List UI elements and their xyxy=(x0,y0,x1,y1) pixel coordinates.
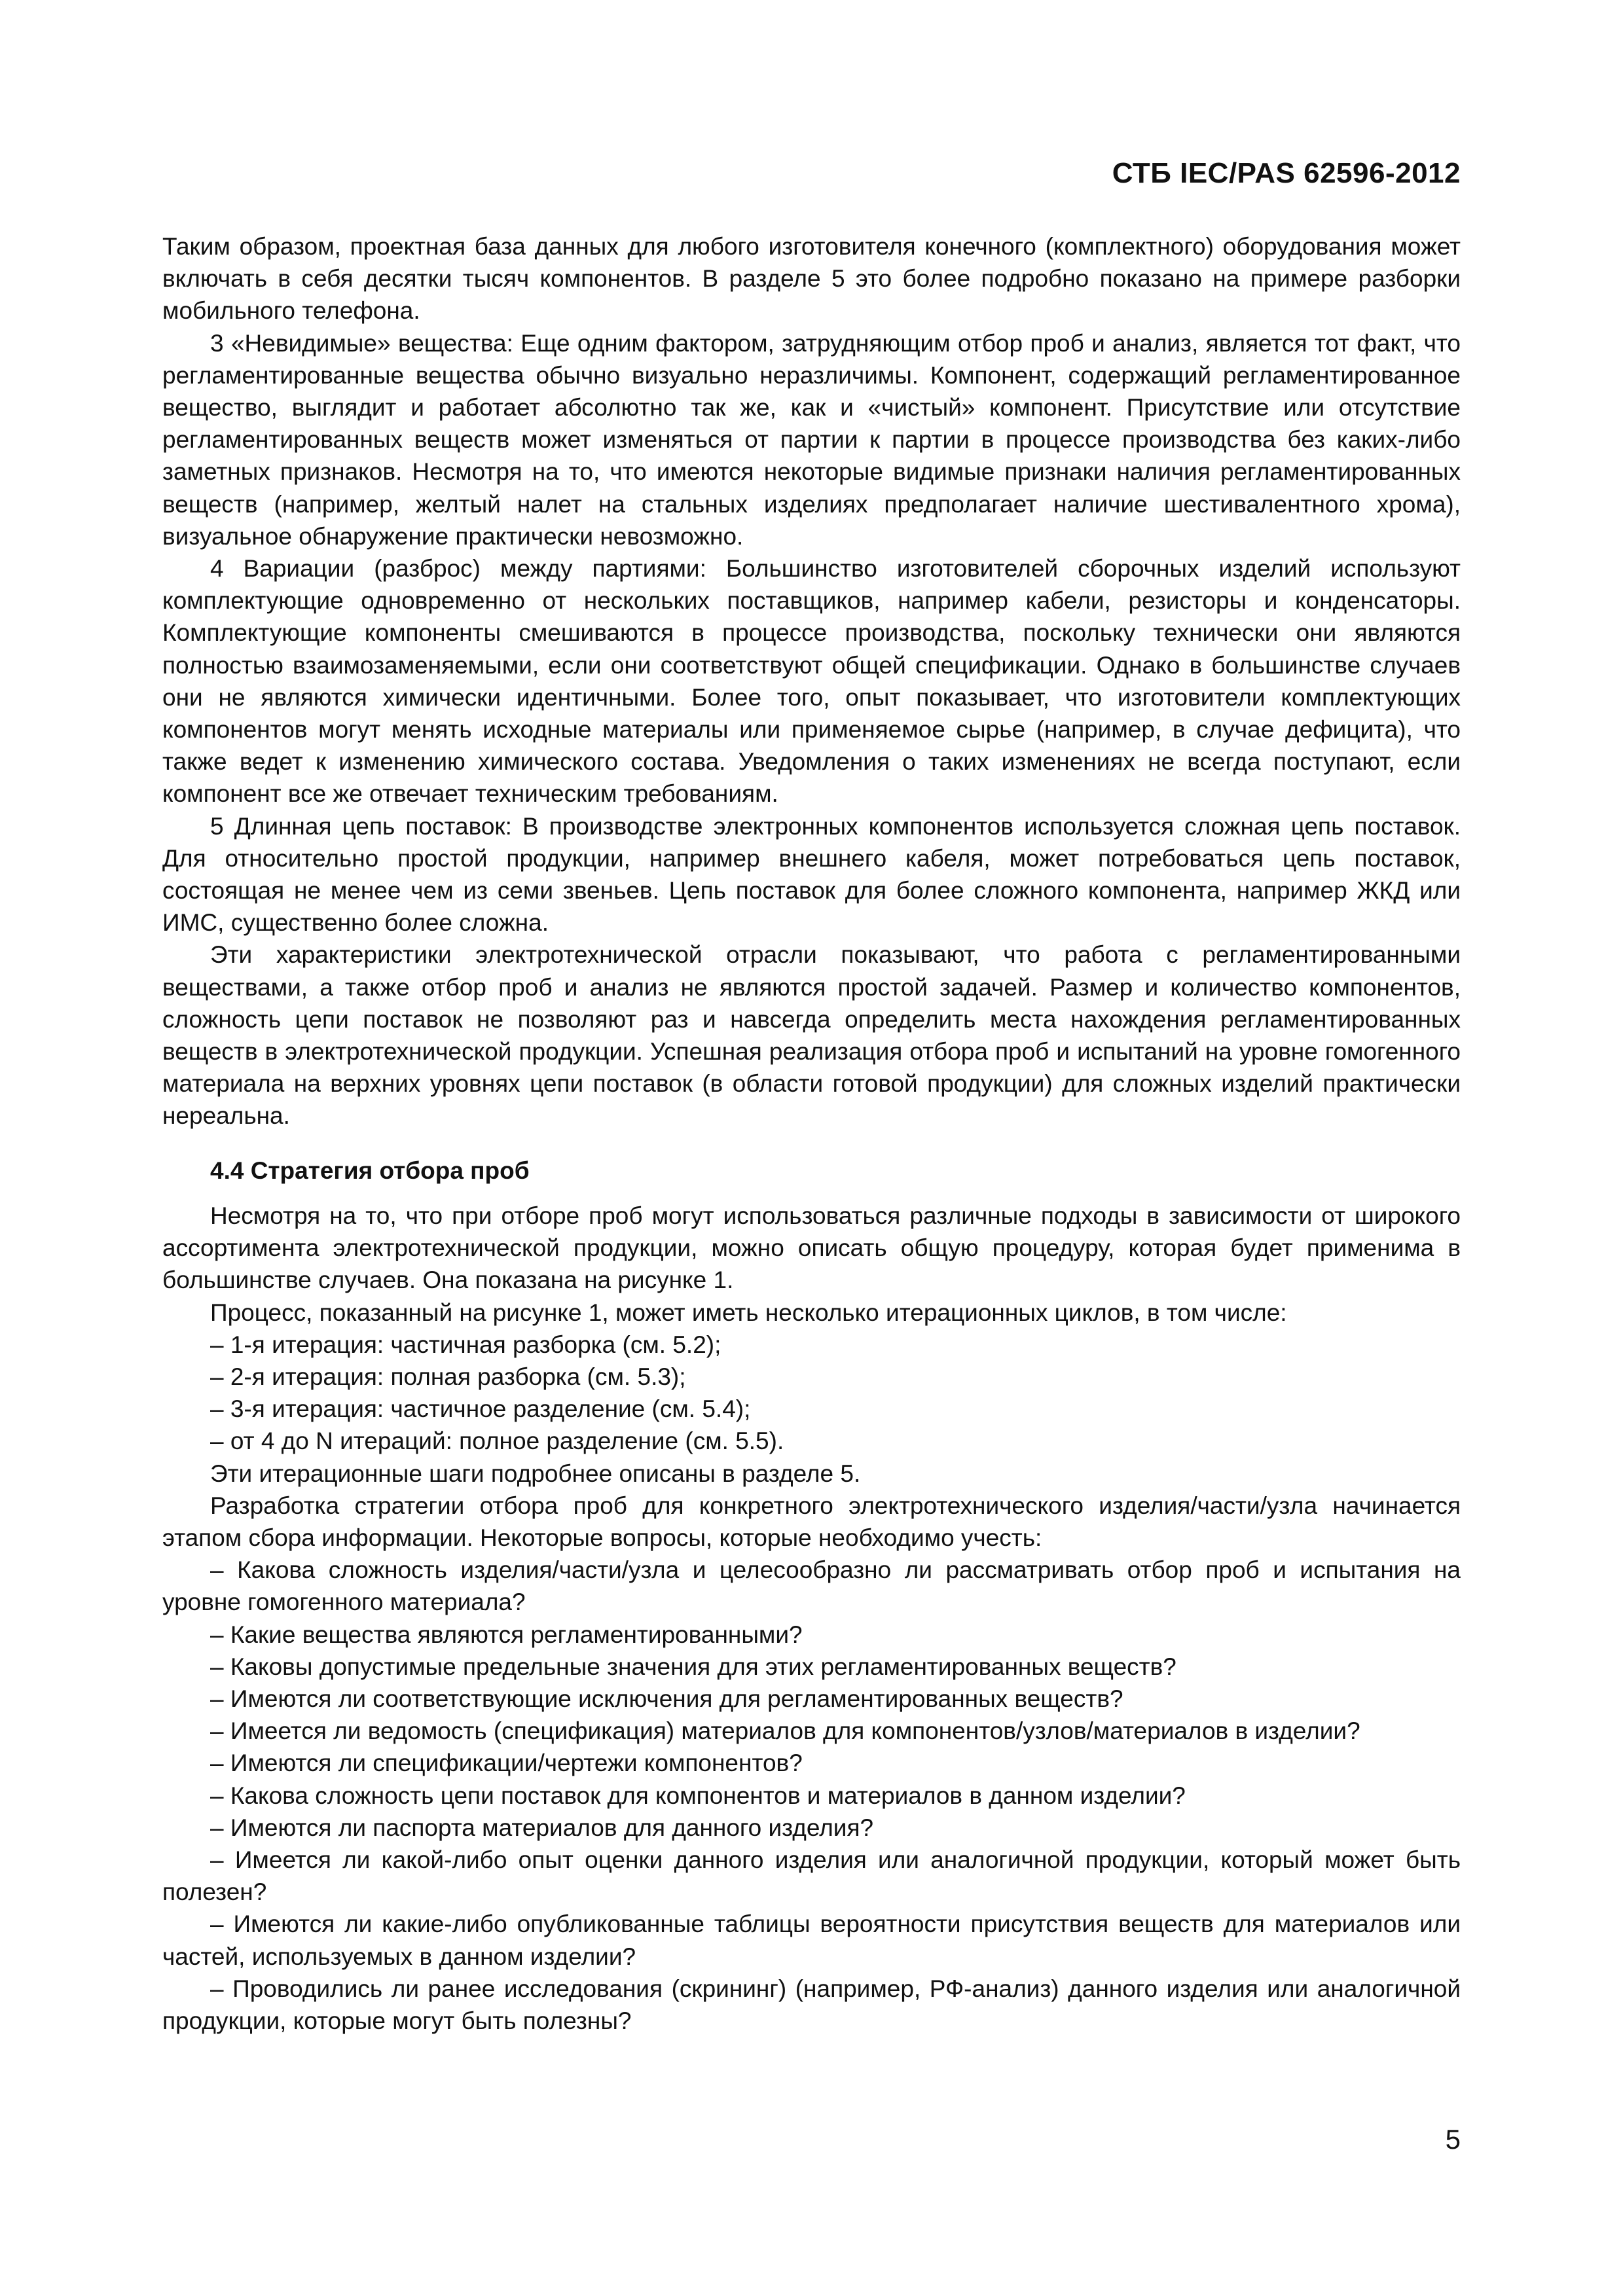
list-item: – Имеется ли какой-либо опыт оценки данного изделия или аналогичной продукции, который может быть полезен? xyxy=(162,1846,1461,1906)
list-item: – Имеются ли соответствующие исключения для регламентированных веществ? xyxy=(210,1685,1123,1712)
list-item: – Какие вещества являются регламентированными? xyxy=(210,1621,803,1648)
paragraph-strategy-intro: Несмотря на то, что при отборе проб могут использоваться различные подходы в зависимости от широкого ассортимента электротехнической продукции, можно описать общую процедуру, которая будет применима в большинстве случаев. Она показана на рисунке 1. xyxy=(162,1202,1461,1294)
list-item: – Какова сложность изделия/части/узла и целесообразно ли рассматривать отбор проб и испытания на уровне гомогенного материала? xyxy=(162,1556,1461,1616)
list-item: – Каковы допустимые предельные значения для этих регламентированных веществ? xyxy=(210,1653,1176,1680)
list-item: – 1-я итерация: частичная разборка (см. 5.2); xyxy=(210,1331,721,1358)
list-item: – Проводились ли ранее исследования (скрининг) (например, РФ-анализ) данного изделия или аналогичной продукции, которые могут быть полезны? xyxy=(162,1975,1461,2034)
document-body xyxy=(162,230,1461,2037)
document-header-id: СТБ IEC/PAS 62596-2012 xyxy=(1112,157,1461,189)
page-number: 5 xyxy=(1445,2124,1461,2155)
paragraph-process-iterations: Процесс, показанный на рисунке 1, может иметь несколько итерационных циклов, в том числе: xyxy=(210,1299,1287,1326)
list-item: – Имеются ли какие-либо опубликованные таблицы вероятности присутствия веществ для материалов или частей, используемых в данном изделии? xyxy=(162,1910,1461,1970)
section-heading: 4.4 Стратегия отбора проб xyxy=(210,1157,530,1184)
paragraph-intro: Таким образом, проектная база данных для любого изготовителя конечного (комплектного) оборудования может включать в себя десятки тысяч компонентов. В разделе 5 это более подробно показано на примере разборки мобильного телефона. xyxy=(162,233,1461,325)
list-item: – Какова сложность цепи поставок для компонентов и материалов в данном изделии? xyxy=(210,1782,1186,1809)
list-item: – 3-я итерация: частичное разделение (см. 5.4); xyxy=(210,1395,751,1423)
list-item: – Имеются ли спецификации/чертежи компонентов? xyxy=(210,1749,803,1777)
list-item: – от 4 до N итераций: полное разделение (см. 5.5). xyxy=(210,1427,784,1455)
paragraph-invisible-substances: 3 «Невидимые» вещества: Еще одним фактором, затрудняющим отбор проб и анализ, является тот факт, что регламентированные вещества обычно визуально неразличимы. Компонент, содержащий регламентированное вещество, выглядит и работает абсолютно так же, как и «чистый» компонент. Присутствие или отсутствие регламентированных веществ может изменяться от партии к партии в процессе производства без каких-либо заметных признаков. Несмотря на то, что имеются некоторые видимые признаки наличия регламентированных веществ (например, желтый налет на стальных изделиях предполагает наличие шестивалентного хрома), визуальное обнаружение практически невозможно. xyxy=(162,329,1461,550)
list-item: – Имеется ли ведомость (спецификация) материалов для компонентов/узлов/материалов в изделии? xyxy=(210,1717,1360,1745)
paragraph-info-gathering: Разработка стратегии отбора проб для конкретного электротехнического изделия/части/узла начинается этапом сбора информации. Некоторые вопросы, которые необходимо учесть: xyxy=(162,1492,1461,1551)
list-item: – 2-я итерация: полная разборка (см. 5.3); xyxy=(210,1363,686,1390)
paragraph-characteristics: Эти характеристики электротехнической отрасли показывают, что работа с регламентированными веществами, а также отбор проб и анализ не являются простой задачей. Размер и количество компонентов, сложность цепи поставок не позволяют раз и навсегда определить места нахождения регламентированных веществ в электротехнической продукции. Успешная реализация отбора проб и испытаний на уровне гомогенного материала на верхних уровнях цепи поставок (в области готовой продукции) для сложных изделий практически нереальна. xyxy=(162,941,1461,1130)
question-list xyxy=(162,1554,1461,2037)
paragraph-batch-variation: 4 Вариации (разброс) между партиями: Большинство изготовителей сборочных изделий используют комплектующие одновременно от нескольких поставщиков, например кабели, резисторы и конденсаторы. Комплектующие компоненты смешиваются в процессе производства, поскольку технически они являются полностью взаимозаменяемыми, если они соответствуют общей спецификации. Однако в большинстве случаев они не являются химически идентичными. Более того, опыт показывает, что изготовители комплектующих компонентов могут менять исходные материалы или применяемое сырье (например, в случае дефицита), что также ведет к изменению химического состава. Уведомления о таких изменениях не всегда поступают, если компонент все же отвечает техническим требованиям. xyxy=(162,555,1461,808)
paragraph-steps-ref: Эти итерационные шаги подробнее описаны в разделе 5. xyxy=(210,1460,861,1487)
iteration-list xyxy=(162,1329,1461,1458)
paragraph-supply-chain: 5 Длинная цепь поставок: В производстве электронных компонентов используется сложная цепь поставок. Для относительно простой продукции, например внешнего кабеля, может потребоваться цепь поставок, состоящая не менее чем из семи звеньев. Цепь поставок для более сложного компонента, например ЖКД или ИМС, существенно более сложна. xyxy=(162,812,1461,937)
list-item: – Имеются ли паспорта материалов для данного изделия? xyxy=(210,1814,874,1841)
